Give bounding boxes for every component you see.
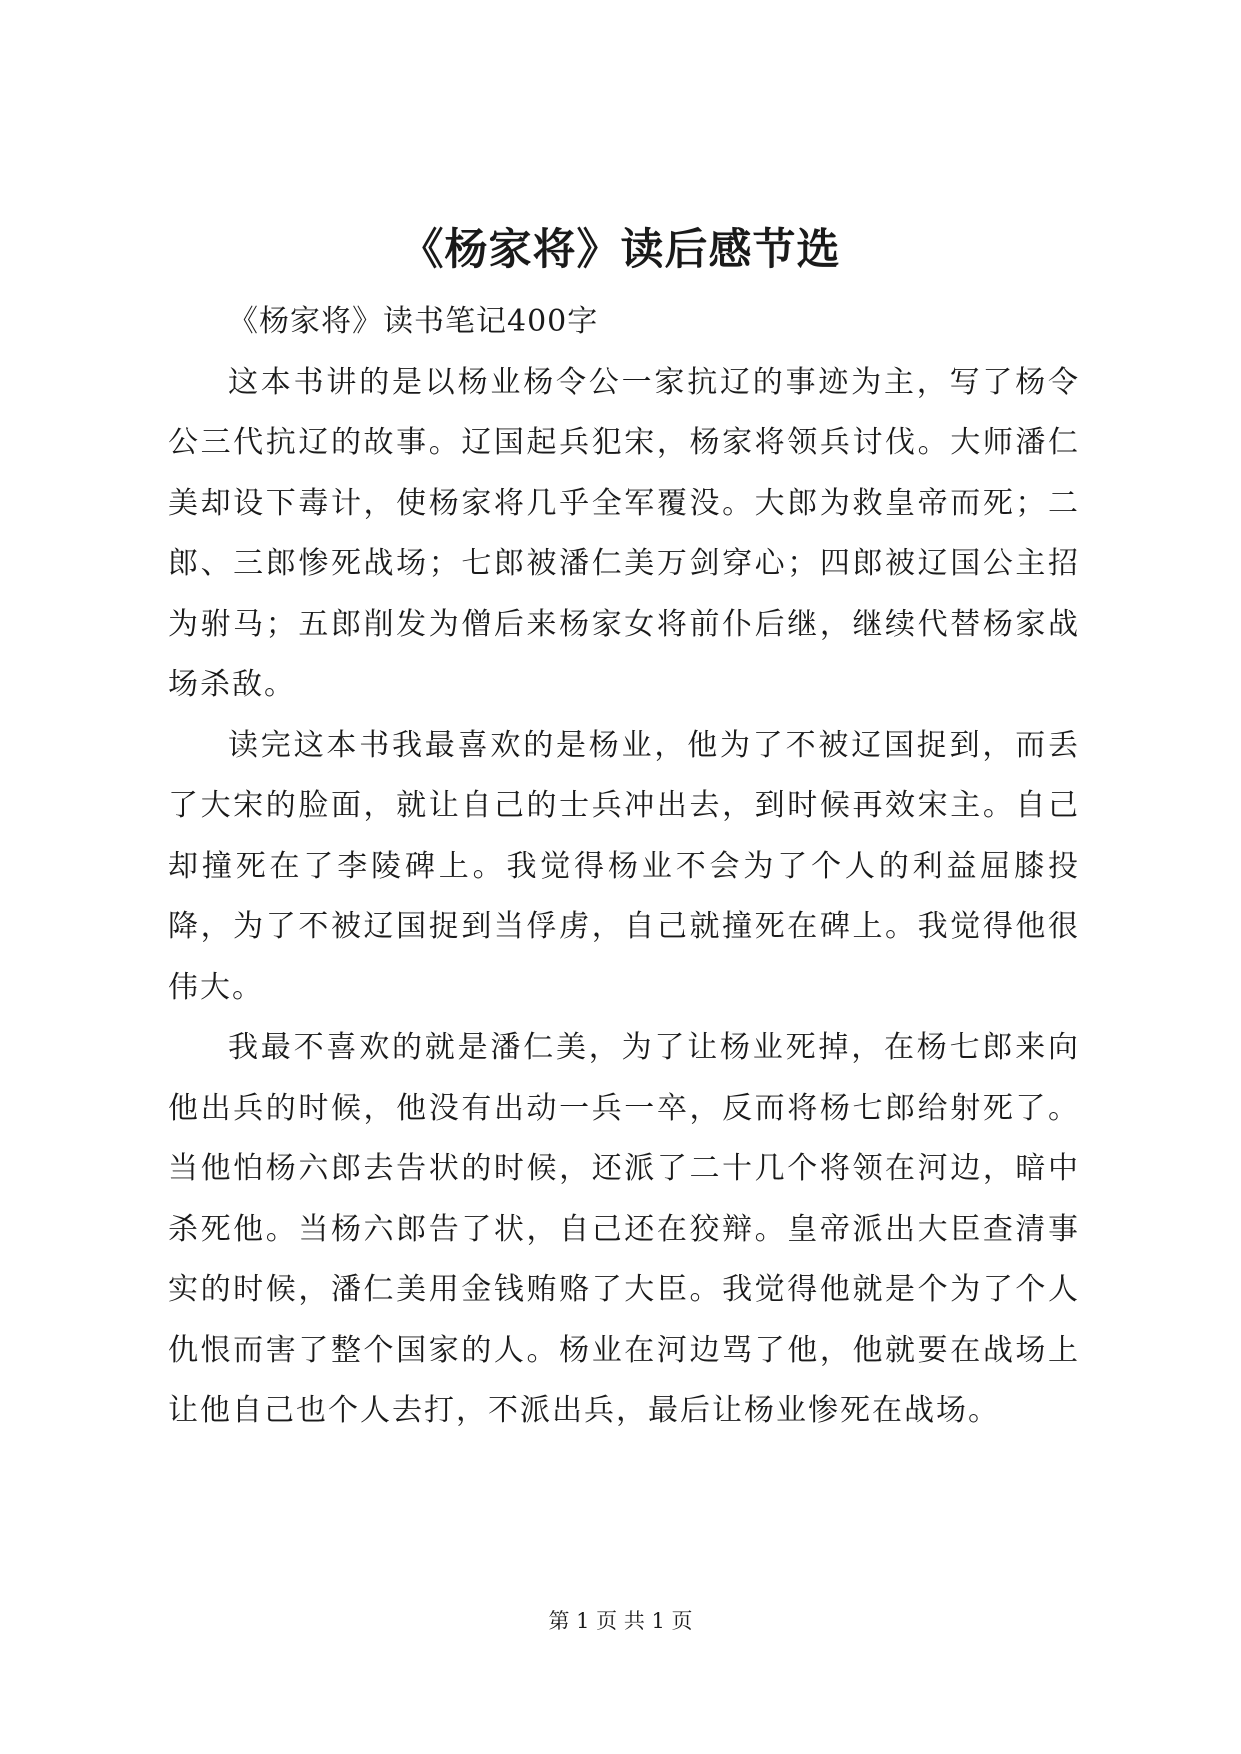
document-body [168, 292, 1080, 1442]
document-subtitle: 《杨家将》读书笔记400字 [228, 304, 599, 339]
page-number-footer: 第 1 页 共 1 页 [548, 1609, 693, 1633]
document-title: 《杨家将》读后感节选 [400, 225, 841, 275]
paragraph-3: 我最不喜欢的就是潘仁美，为了让杨业死掉，在杨七郎来向他出兵的时候，他没有出动一兵一卒，反而将杨七郎给射死了。当他怕杨六郎去告状的时候，还派了二十几个将领在河边，暗中杀死他。当杨六郎告了状，自己还在狡辩。皇帝派出大臣查清事实的时候，潘仁美用金钱贿赂了大臣。我觉得他就是个为了个人仇恨而害了整个国家的人。杨业在河边骂了他，他就要在战场上让他自己也个人去打，不派出兵，最后让杨业惨死在战场。 [168, 1030, 1080, 1428]
paragraph-2: 读完这本书我最喜欢的是杨业，他为了不被辽国捉到，而丢了大宋的脸面，就让自己的士兵冲出去，到时候再效宋主。自己却撞死在了李陵碑上。我觉得杨业不会为了个人的利益屈膝投降，为了不被辽国捉到当俘虏，自己就撞死在碑上。我觉得他很伟大。 [168, 727, 1080, 1005]
paragraph-1: 这本书讲的是以杨业杨令公一家抗辽的事迹为主，写了杨令公三代抗辽的故事。辽国起兵犯宋，杨家将领兵讨伐。大师潘仁美却设下毒计，使杨家将几乎全军覆没。大郎为救皇帝而死；二郎、三郎惨死战场；七郎被潘仁美万剑穿心；四郎被辽国公主招为驸马；五郎削发为僧后来杨家女将前仆后继，继续代替杨家战场杀敌。 [168, 364, 1080, 702]
